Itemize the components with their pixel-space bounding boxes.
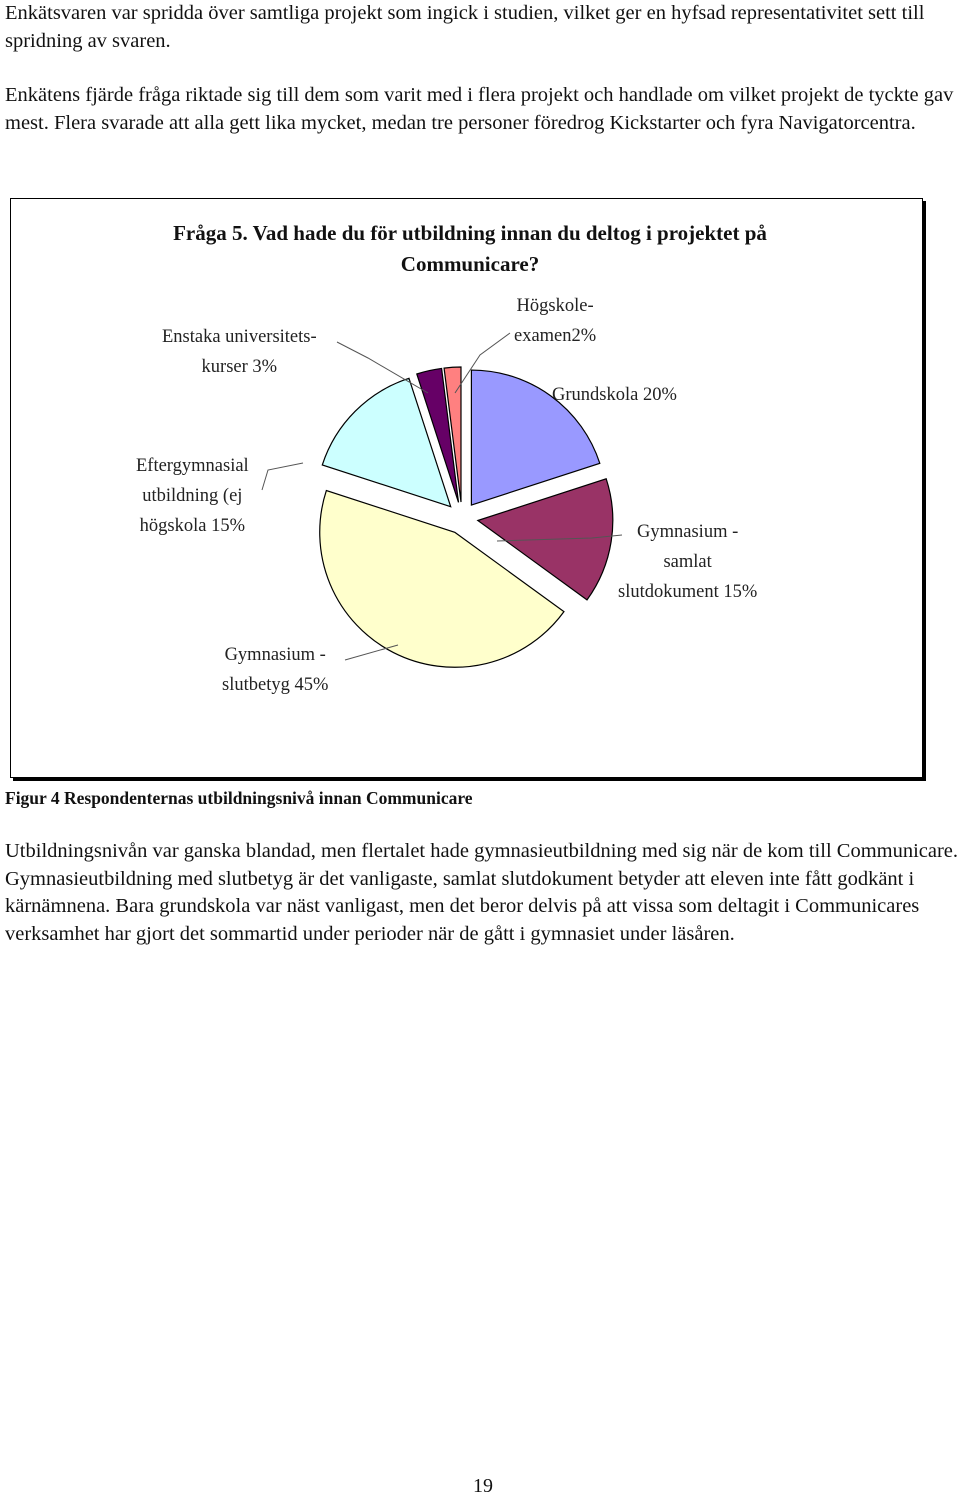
label-hogskoleexamen-line-1: Högskole- <box>516 296 594 316</box>
label-gymnasium-samlat <box>618 517 757 607</box>
label-gymnasium-samlat-line-2: samlat <box>663 552 712 572</box>
label-enstaka-line-2: kurser 3% <box>201 357 278 377</box>
leader-enstaka <box>337 342 428 393</box>
label-eftergymnasial <box>136 451 249 541</box>
label-grundskola-line-1: Grundskola 20% <box>552 385 677 405</box>
label-eftergymnasial-line-2: utbildning (ej <box>142 486 243 506</box>
question-four-paragraph: Enkätens fjärde fråga riktade sig till dem som varit med i flera projekt och handlade om vilket projekt de tyckte gav mest. Flera svarade att alla gett lika mycket, medan tre personer föredrog Kickstarter och fyra Navigatorcentra. <box>5 84 954 134</box>
chart-title-line-2: Communicare? <box>400 252 540 276</box>
leader-eftergymnasial <box>262 463 303 490</box>
label-hogskoleexamen-line-2: examen2% <box>514 326 597 346</box>
label-eftergymnasial-line-1: Eftergymnasial <box>136 456 249 476</box>
intro-paragraph: Enkätsvaren var spridda över samtliga projekt som ingick i studien, vilket ger en hyfsad representativitet sett till spridning av svaren. <box>5 2 925 52</box>
label-gymnasium-slutbetyg-line-2: slutbetyg 45% <box>222 675 329 695</box>
figure-caption: Figur 4 Respondenternas utbildningsnivå innan Communicare <box>5 788 473 808</box>
leader-gymnasium-slutbetyg <box>345 645 398 660</box>
analysis-paragraph: Utbildningsnivån var ganska blandad, men flertalet hade gymnasieutbildning med sig när de kom till Communicare. Gymnasieutbildning med slutbetyg är det vanligaste, samlat slutdokument betyder att eleven inte fått godkänt i kärnämnena. Bara grundskola var näst vanligast, men det beror delvis på att vissa som deltagit i Communicares verksamhet har gjort det sommartid under perioder när de gått i gymnasiet under läsåren. <box>5 840 959 945</box>
label-hogskoleexamen <box>514 291 596 351</box>
chart-title-line-1: Fråga 5. Vad hade du för utbildning innan du deltog i projektet på <box>173 221 767 245</box>
label-eftergymnasial-line-3: högskola 15% <box>139 516 246 536</box>
label-gymnasium-slutbetyg <box>222 640 328 700</box>
label-gymnasium-samlat-line-1: Gymnasium - <box>637 522 739 542</box>
label-enstaka-line-1: Enstaka universitets- <box>162 327 317 347</box>
label-grundskola <box>552 380 677 410</box>
label-gymnasium-slutbetyg-line-1: Gymnasium - <box>224 645 326 665</box>
label-gymnasium-samlat-line-3: slutdokument 15% <box>618 582 758 602</box>
label-enstaka-universitetskurser <box>162 322 317 382</box>
page-number: 19 <box>473 1475 493 1497</box>
